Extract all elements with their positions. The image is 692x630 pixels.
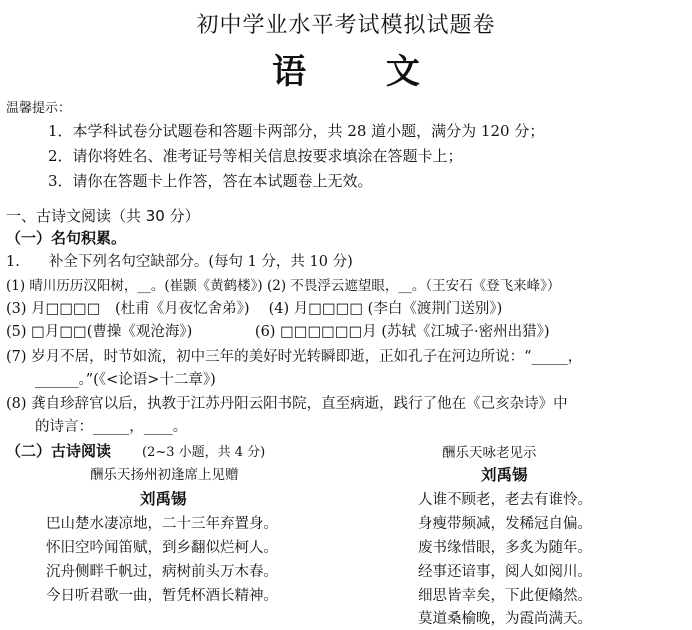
subject-title: 语 文 [272,52,454,92]
question-line-4: (7) 岁月不居，时节如流，初中三年的美好时光转瞬即逝，正如孔子在河边所说：“_____， [6,349,583,365]
poem-right-author: 刘禹锡 [481,465,528,484]
notice-item-1: 1．本学科试卷分试题卷和答题卡两部分，共 28 道小题，满分为 120 分； [48,122,545,140]
poem-left-title: 酬乐天扬州初逢席上见赠 [90,467,239,483]
part2-note: (2~3 小题，共 4 分) [142,445,266,460]
poem-right-line-1: 人谁不顾老，老去有谁怜。 [418,492,592,508]
poem-right-line-4: 经事还谙事，阅人如阅川。 [418,564,592,580]
question-line-6: (8) 龚自珍辞官以后，执教于江苏丹阳云阳书院，直至病逝，践行了他在《己亥杂诗》中 [6,396,568,412]
poem-right-title: 酬乐天咏老见示 [442,445,537,461]
question-1-stem: 1. 补全下列名句空缺部分。(每句 1 分，共 10 分) [6,254,353,270]
question-line-7: 的诗言：_____，____。 [6,419,188,435]
poem-left-line-1: 巴山楚水凄凉地，二十三年弃置身。 [46,516,278,532]
part1-title: （一）名句积累。 [6,229,127,247]
question-line-1: (1) 晴川历历汉阳树，__。(崔颢《黄鹤楼》) (2) 不畏浮云遮望眼，__。（王安石《登飞来峰》） [6,278,561,294]
question-line-5: ______。”(《<论语>十二章》) [6,372,216,388]
section-title: 一、古诗文阅读（共 30 分） [6,207,200,225]
poem-left-line-3: 沉舟侧畔千帆过，病树前头万木春。 [46,564,278,580]
poem-right-line-5: 细思皆幸矣，下此便翛然。 [418,588,592,604]
poem-left-author: 刘禹锡 [140,489,187,508]
poem-right-line-6: 莫道桑榆晚，为霞尚满天。 [418,611,592,627]
question-line-2: (3) 月□□□□ (杜甫《月夜忆舍弟》) (4) 月□□□□ (李白《渡荆门送别》) [6,301,503,317]
poem-right-line-2: 身瘦带频减，发稀冠自偏。 [418,516,592,532]
poem-right-line-3: 废书缘惜眼，多炙为随年。 [418,540,592,556]
question-line-3: (5) □月□□(曹操《观沧海》) (6) □□□□□□月 (苏轼《江城子·密州出猎》) [6,324,550,340]
notice-item-3: 3．请你在答题卡上作答，答在本试题卷上无效。 [48,172,373,190]
notice-label: 温馨提示： [6,101,72,116]
exam-title: 初中学业水平考试模拟试题卷 [196,13,496,38]
notice-item-2: 2．请你将姓名、准考证号等相关信息按要求填涂在答题卡上； [48,147,463,165]
poem-left-line-4: 今日听君歌一曲，暂凭杯酒长精神。 [46,588,278,604]
poem-left-line-2: 怀旧空吟闻笛赋，到乡翻似烂柯人。 [46,540,278,556]
part2-title: （二）古诗阅读 [6,442,112,460]
